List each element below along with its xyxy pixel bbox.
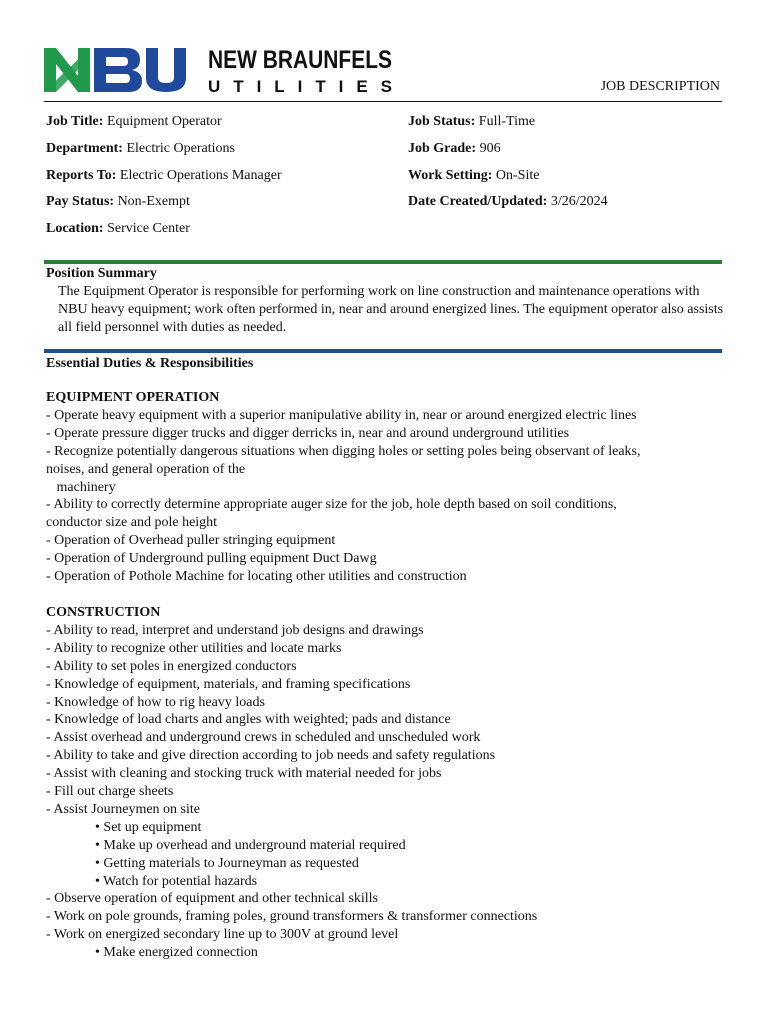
duties-body bbox=[46, 389, 726, 962]
list-item: - Assist overhead and underground crews in scheduled and unscheduled work bbox=[46, 730, 481, 746]
pay-status-value: Non-Exempt bbox=[117, 194, 190, 209]
header-divider bbox=[44, 101, 722, 102]
list-item: - Operate pressure digger trucks and digger derricks in, near and around underground utilities bbox=[46, 425, 570, 441]
meta-job-grade: Job Grade: 906 bbox=[408, 141, 501, 156]
meta-department: Department: Electric Operations bbox=[46, 141, 235, 156]
meta-job-title: Job Title: Equipment Operator bbox=[46, 114, 222, 129]
meta-pay-status: Pay Status: Non-Exempt bbox=[46, 194, 190, 209]
list-item: - Knowledge of how to rig heavy loads bbox=[46, 694, 265, 710]
list-item: - Operation of Underground pulling equipment Duct Dawg bbox=[46, 551, 377, 567]
construction-list bbox=[46, 622, 726, 962]
job-title-value: Equipment Operator bbox=[106, 114, 222, 129]
list-item: • Getting materials to Journeyman as requested bbox=[46, 855, 359, 871]
green-section-divider bbox=[44, 260, 722, 264]
logo-name-line1: NEW BRAUNFELS bbox=[208, 46, 392, 74]
reports-to-value: Electric Operations Manager bbox=[119, 168, 282, 183]
nbu-logo bbox=[44, 44, 394, 94]
section-heading: CONSTRUCTION bbox=[46, 604, 161, 620]
list-item: - Ability to take and give direction according to job needs and safety regulations bbox=[46, 748, 496, 764]
list-item: • Watch for potential hazards bbox=[46, 873, 258, 889]
job-status-value: Full-Time bbox=[478, 114, 536, 129]
list-item: - Knowledge of equipment, materials, and framing specifications bbox=[46, 676, 411, 692]
location-value: Service Center bbox=[107, 221, 190, 236]
list-item: noises, and general operation of the bbox=[46, 461, 246, 477]
section-heading: EQUIPMENT OPERATION bbox=[46, 390, 220, 405]
date-updated-value: 3/26/2024 bbox=[550, 194, 608, 209]
logo-b-shape bbox=[94, 48, 142, 92]
list-item: - Ability to set poles in energized conductors bbox=[46, 658, 297, 674]
list-item: - Work on pole grounds, framing poles, ground transformers & transformer connections bbox=[46, 909, 538, 925]
list-item: - Operation of Pothole Machine for locating other utilities and construction bbox=[46, 569, 467, 585]
list-item: - Operate heavy equipment with a superior manipulative ability in, near or around energized electric lines bbox=[46, 407, 637, 423]
list-item: - Ability to recognize other utilities and locate marks bbox=[46, 640, 342, 656]
list-item: - Work on energized secondary line up to 300V at ground level bbox=[46, 927, 399, 943]
blue-section-divider bbox=[44, 349, 722, 353]
duties-title: Essential Duties & Responsibilities bbox=[46, 356, 254, 371]
job-grade-value: 906 bbox=[479, 141, 501, 156]
meta-location: Location: Service Center bbox=[46, 221, 190, 236]
list-item: - Ability to read, interpret and understand job designs and drawings bbox=[46, 622, 424, 638]
meta-job-status: Job Status: Full-Time bbox=[408, 114, 536, 129]
list-item: • Make up overhead and underground material required bbox=[46, 837, 406, 853]
spacer bbox=[46, 586, 726, 604]
equipment-operation-list bbox=[46, 407, 726, 586]
list-item: - Assist Journeymen on site bbox=[46, 801, 200, 817]
list-item: conductor size and pole height bbox=[46, 515, 218, 531]
logo-u-shape bbox=[146, 48, 186, 92]
meta-reports-to: Reports To: Electric Operations Manager bbox=[46, 168, 282, 183]
list-item: - Knowledge of load charts and angles with weighted; pads and distance bbox=[46, 712, 451, 728]
list-item: machinery bbox=[46, 479, 116, 495]
list-item: - Operation of Overhead puller stringing equipment bbox=[46, 533, 336, 549]
meta-work-setting: Work Setting: On-Site bbox=[408, 168, 540, 183]
document-type-label: JOB DESCRIPTION bbox=[600, 79, 720, 94]
position-summary-title: Position Summary bbox=[46, 266, 157, 281]
list-item: - Fill out charge sheets bbox=[46, 784, 174, 800]
list-item: - Recognize potentially dangerous situations when digging holes or setting poles being observant of leaks, bbox=[46, 443, 641, 459]
position-summary-text: The Equipment Operator is responsible for performing work on line construction and maintenance operations with NBU heavy equipment; work often performed in, near and around energized lines. The equipment operator also assists all field personnel with duties as needed. bbox=[58, 284, 724, 335]
list-item: - Assist with cleaning and stocking truck with material needed for jobs bbox=[46, 766, 442, 782]
meta-date-updated: Date Created/Updated: 3/26/2024 bbox=[408, 194, 608, 209]
logo-name-line2: UTILITIES bbox=[208, 77, 392, 96]
work-setting-value: On-Site bbox=[495, 168, 540, 183]
list-item: • Set up equipment bbox=[46, 819, 202, 835]
list-item: - Observe operation of equipment and other technical skills bbox=[46, 891, 379, 907]
list-item: • Make energized connection bbox=[46, 945, 258, 961]
list-item: - Ability to correctly determine appropriate auger size for the job, hole depth based on soil conditions, bbox=[46, 497, 617, 513]
department-value: Electric Operations bbox=[126, 141, 235, 156]
